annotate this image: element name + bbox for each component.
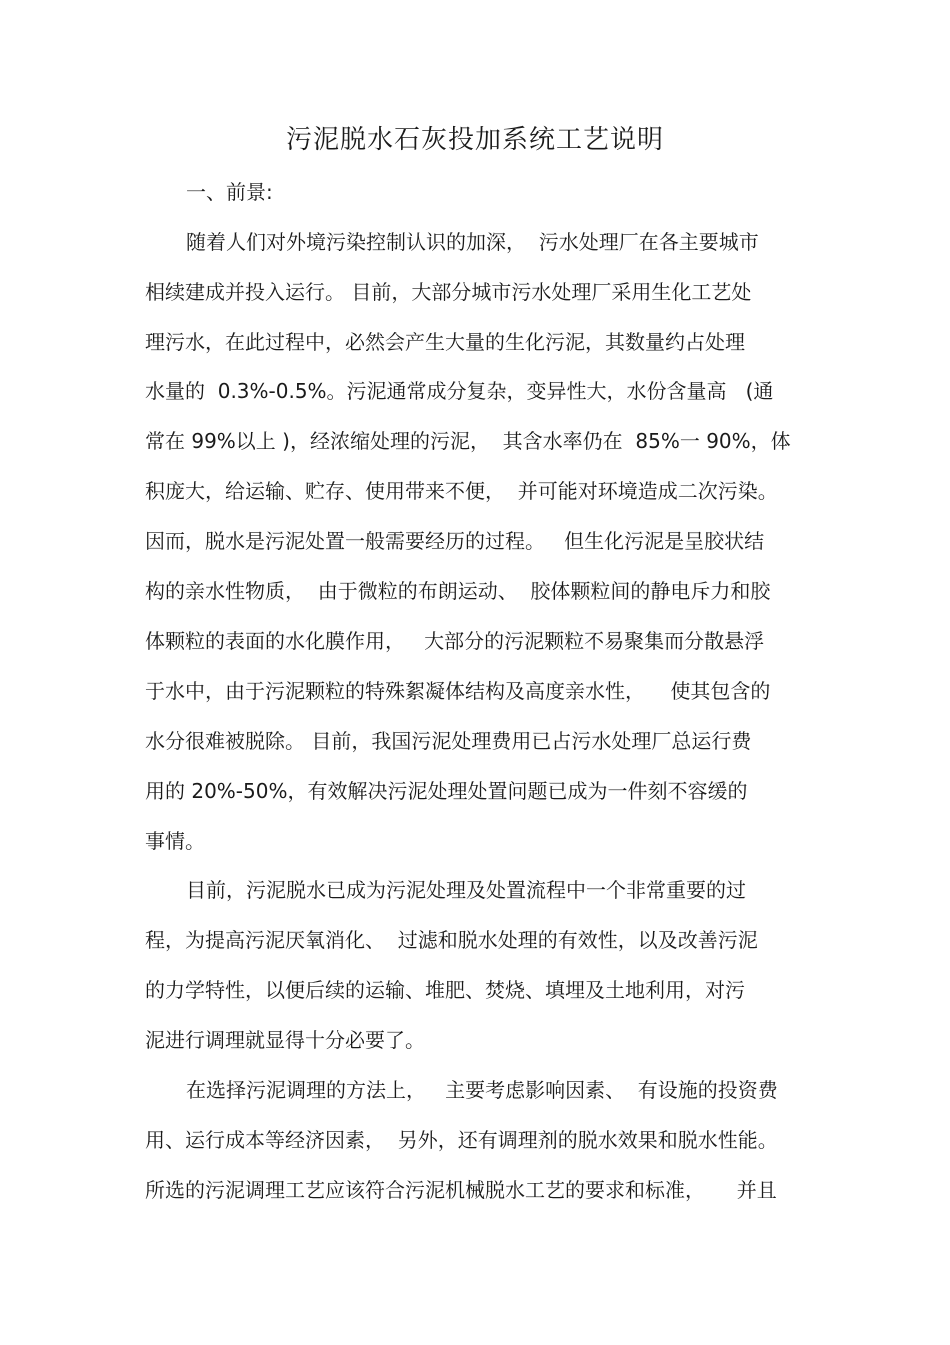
paragraph-line: 用、运行成本等经济因素， 另外，还有调理剂的脱水效果和脱水性能。 [145,1128,778,1152]
paragraph-line: 水量的 0.3%-0.5%。污泥通常成分复杂，变异性大，水份含量高 (通 [145,379,774,403]
paragraph-line: 事情。 [145,829,205,853]
paragraph-line: 积庞大，给运输、贮存、使用带来不便， 并可能对环境造成二次污染。 [145,479,778,503]
paragraph-line: 因而，脱水是污泥处置一般需要经历的过程。 但生化污泥是呈胶状结 [145,529,765,553]
document-title: 污泥脱水石灰投加系统工艺说明 [285,125,664,155]
paragraph-line: 构的亲水性物质， 由于微粒的布朗运动、 胶体颗粒间的静电斥力和胶 [145,579,771,603]
paragraph-line: 用的 20%-50%，有效解决污泥处理处置问题已成为一件刻不容缓的 [145,779,748,803]
paragraph-line: 体颗粒的表面的水化膜作用， 大部分的污泥颗粒不易聚集而分散悬浮 [145,629,765,653]
paragraph-line: 于水中，由于污泥颗粒的特殊絮凝体结构及高度亲水性， 使其包含的 [145,679,771,703]
paragraph-line: 目前，污泥脱水已成为污泥处理及处置流程中一个非常重要的过 [186,878,746,902]
paragraph-line: 相续建成并投入运行。 目前，大部分城市污水处理厂采用生化工艺处 [145,280,752,304]
paragraph-line: 理污水，在此过程中，必然会产生大量的生化污泥，其数量约占处理 [145,330,745,354]
paragraph-line: 水分很难被脱除。 目前，我国污泥处理费用已占污水处理厂总运行费 [145,729,752,753]
paragraph-line: 随着人们对外境污染控制认识的加深， 污水处理厂在各主要城市 [186,230,759,254]
section-heading: 一、前景: [186,180,273,204]
paragraph-line: 在选择污泥调理的方法上， 主要考虑影响因素、 有设施的投资费 [186,1078,778,1102]
paragraph-line: 常在 99%以上 )，经浓缩处理的污泥， 其含水率仍在 85%一 90%，体 [145,429,791,453]
paragraph-line: 所选的污泥调理工艺应该符合污泥机械脱水工艺的要求和标准， 并且 [145,1178,777,1202]
paragraph-line: 泥进行调理就显得十分必要了。 [145,1028,425,1052]
paragraph-line: 的力学特性，以便后续的运输、堆肥、焚烧、填埋及土地利用，对污 [145,978,745,1002]
paragraph-line: 程，为提高污泥厌氧消化、 过滤和脱水处理的有效性，以及改善污泥 [145,928,758,952]
